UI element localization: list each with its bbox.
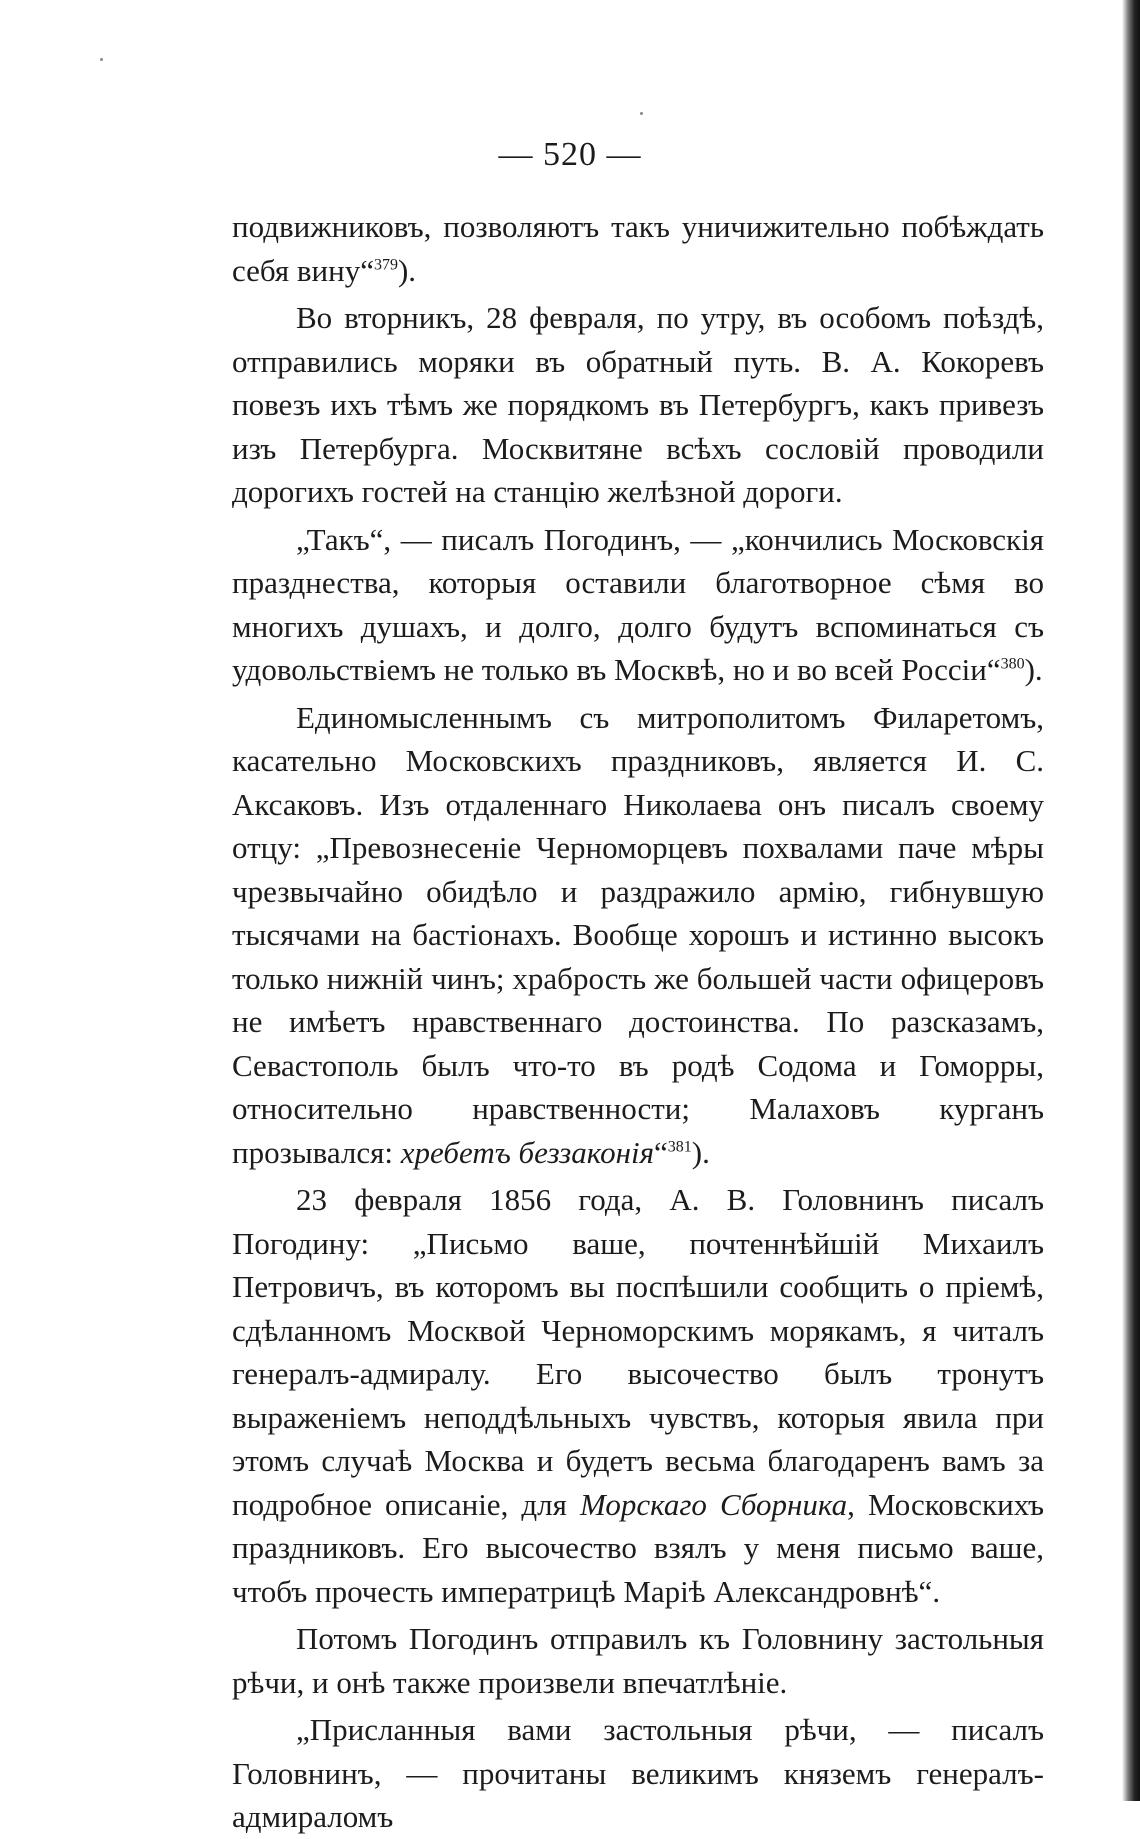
text-run: Во вторникъ, 28 февраля, по утру, въ особомъ поѣздѣ, отправились моряки въ обратный путь. В. А. Кокоревъ повезъ ихъ тѣмъ же порядкомъ въ Петербургъ, какъ привезъ изъ Петербурга. Москвитяне всѣхъ сословій проводили дорогихъ гостей на станцію желѣзной дороги. [232,300,1044,509]
text-run: “ [654,1134,668,1170]
text-run: , Московскихъ праздниковъ. Его высочество взялъ у меня письмо ваше, чтобъ прочесть императрицѣ Маріѣ Александровнѣ“. [232,1486,1045,1609]
paragraph [232,696,1044,1175]
text-run: 23 февраля 1856 года, А. В. Головнинъ писалъ Погодину: „Письмо ваше, почтеннѣйшій Михаилъ Петровичъ, въ которомъ вы поспѣшили сообщить о пріемѣ, сдѣланномъ Москвой Черноморскимъ морякамъ, я читалъ генералъ-адмиралу. Его высочество былъ тронутъ выраженіемъ неподдѣльныхъ чувствъ, которыя явила при этомъ случаѣ Москва и будетъ весьма благодаренъ вамъ за подробное описаніе, для [232,1182,1044,1522]
page-body [232,205,1044,1839]
text-run: Потомъ Погодинъ отправилъ къ Головнину застольныя рѣчи, и онѣ также произвели впечатлѣніе. [232,1621,1044,1700]
footnote-ref: 380 [1000,655,1025,673]
paragraph [232,518,1044,692]
paragraph [232,1178,1044,1613]
footnote-ref: 379 [373,256,398,274]
footnote-ref: 381 [667,1138,692,1156]
scan-speck [100,58,103,61]
page-number: — 520 — [498,136,642,173]
page-edge-shadow [1122,0,1140,1801]
italic-title: Морскаго Сборника [579,1486,848,1522]
paragraph-continuation [232,205,1044,292]
text-run: Единомысленнымъ съ митрополитомъ Филаретомъ, касательно Московскихъ праздниковъ, является И. С. Аксаковъ. Изъ отдаленнаго Николаева онъ писалъ своему отцу: „Превознесеніе Черноморцевъ похвалами паче мѣры чрезвычайно обидѣло и раздражило армію, гибнувшую тысячами на бастіонахъ. Вообще хорошъ и истинно высокъ только нижній чинъ; храбрость же большей части офицеровъ не имѣетъ нравственнаго достоинства. По разсказамъ, Севастополь былъ что-то въ родѣ Содома и Гоморры, относительно нравственности; Малаховъ курганъ прозывался: [232,699,1044,1170]
paragraph [232,1708,1044,1839]
text-run: подвижниковъ, позволяютъ такъ уничижительно побѣждать себя вину“ [232,209,1044,288]
paragraph [232,296,1044,514]
text-run: „Такъ“, — писалъ Погодинъ, — „кончились Московскія празднества, которыя оставили благотворное сѣмя во многихъ душахъ, и долго, долго будутъ вспоминаться съ удовольствіемъ не только въ Москвѣ, но и во всей Россіи“ [232,521,1044,687]
scan-speck [640,112,643,115]
text-run: ). [397,252,417,288]
italic-phrase: хребетъ беззаконія [400,1134,655,1170]
text-run: ). [1024,652,1043,687]
text-run: ). [691,1134,710,1170]
paragraph [232,1617,1044,1704]
text-run: „Присланныя вами застольныя рѣчи, — писалъ Головнинъ, — прочитаны великимъ княземъ генералъ-адмираломъ [232,1712,1044,1834]
